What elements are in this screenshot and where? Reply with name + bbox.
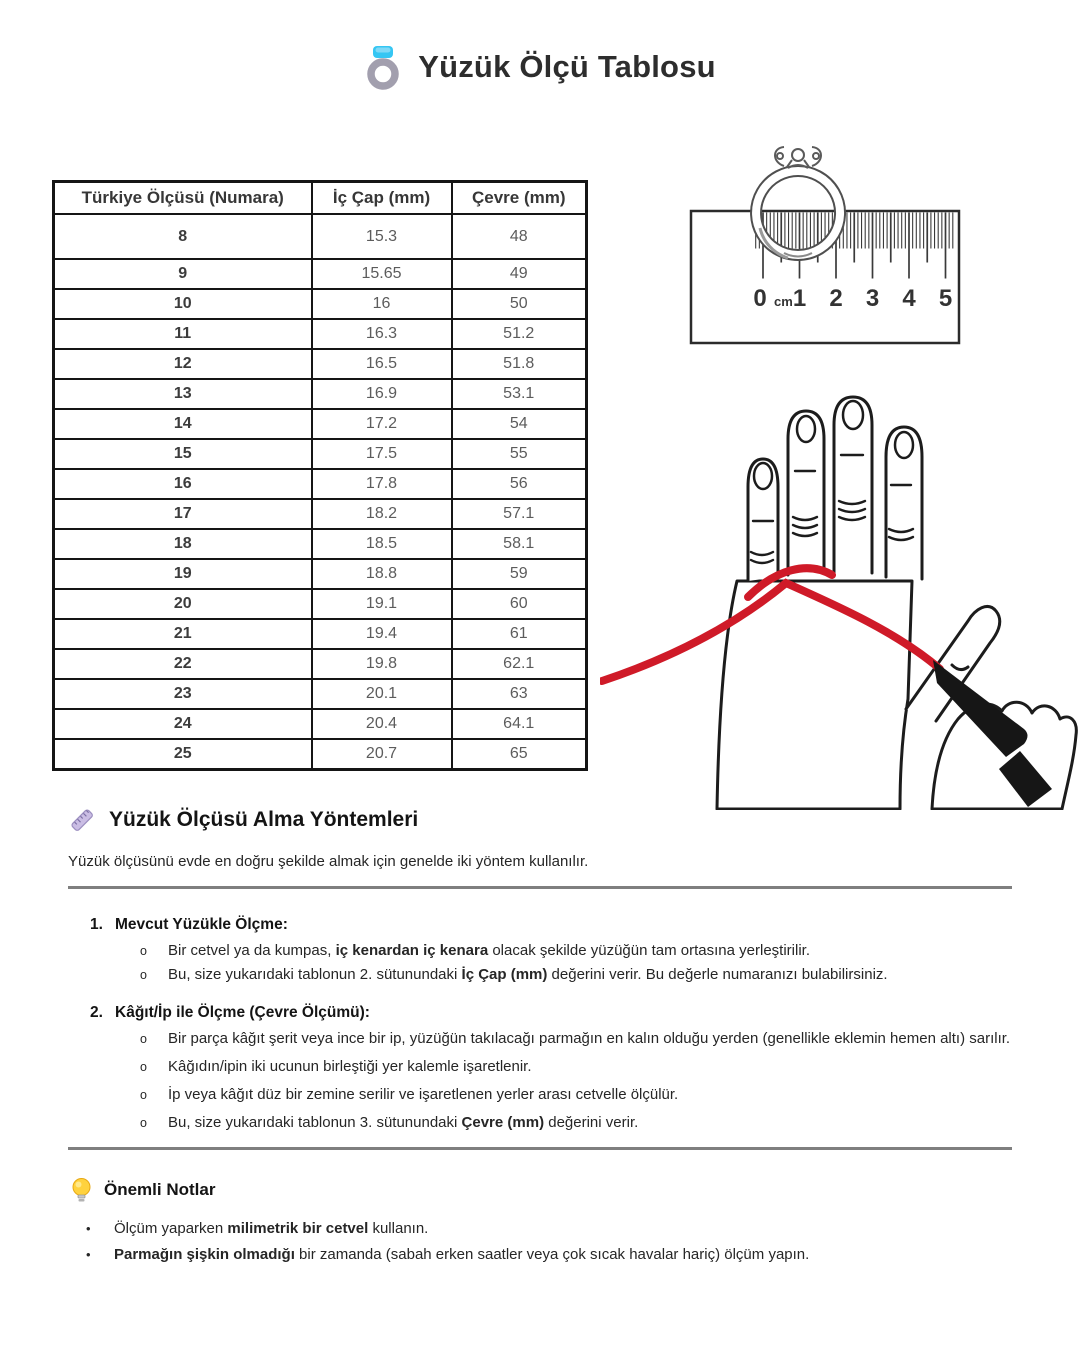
header-ic-cap: İç Çap (mm) bbox=[312, 182, 452, 215]
size-number-cell: 24 bbox=[54, 709, 312, 739]
note-item: • Ölçüm yaparken milimetrik bir cetvel kullanın. bbox=[86, 1216, 986, 1242]
bullet-marker: o bbox=[140, 944, 147, 958]
table-row bbox=[54, 289, 587, 319]
table-row bbox=[54, 709, 587, 739]
value-cell: 16.9 bbox=[312, 379, 452, 409]
size-number-cell: 22 bbox=[54, 649, 312, 679]
size-number-cell: 16 bbox=[54, 469, 312, 499]
value-cell: 15.3 bbox=[312, 214, 452, 259]
value-cell: 48 bbox=[452, 214, 587, 259]
value-cell: 17.8 bbox=[312, 469, 452, 499]
note-item: • Parmağın şişkin olmadığı bir zamanda (sabah erken saatler veya çok sıcak havalar hariç) ölçüm yapın. bbox=[86, 1242, 986, 1268]
value-cell: 19.8 bbox=[312, 649, 452, 679]
value-cell: 51.2 bbox=[452, 319, 587, 349]
size-number-cell: 18 bbox=[54, 529, 312, 559]
value-cell: 17.2 bbox=[312, 409, 452, 439]
table-row bbox=[54, 739, 587, 770]
marking-hand bbox=[932, 660, 1076, 809]
value-cell: 15.65 bbox=[312, 259, 452, 289]
notes-heading: Önemli Notlar bbox=[104, 1180, 216, 1199]
table-row bbox=[54, 559, 587, 589]
value-cell: 49 bbox=[452, 259, 587, 289]
value-cell: 18.2 bbox=[312, 499, 452, 529]
value-cell: 18.8 bbox=[312, 559, 452, 589]
method-bullet: o İp veya kâğıt düz bir zemine serilir ve işaretlenen yerler arası cetvelle ölçülür. bbox=[90, 1084, 1040, 1106]
table-row bbox=[54, 214, 587, 259]
value-cell: 61 bbox=[452, 619, 587, 649]
table-row bbox=[54, 409, 587, 439]
table-row bbox=[54, 529, 587, 559]
value-cell: 19.1 bbox=[312, 589, 452, 619]
size-number-cell: 10 bbox=[54, 289, 312, 319]
value-cell: 20.1 bbox=[312, 679, 452, 709]
table-row bbox=[54, 319, 587, 349]
size-number-cell: 20 bbox=[54, 589, 312, 619]
value-cell: 54 bbox=[452, 409, 587, 439]
table-row bbox=[54, 679, 587, 709]
svg-text:0: 0 bbox=[753, 285, 767, 312]
svg-text:4: 4 bbox=[902, 285, 916, 312]
table-row bbox=[54, 439, 587, 469]
notes-section-header bbox=[70, 1176, 215, 1204]
method-bullet: o Bir cetvel ya da kumpas, iç kenardan iç kenara olacak şekilde yüzüğün tam ortasına yerleştirilir. bbox=[90, 940, 1040, 962]
table-row bbox=[54, 379, 587, 409]
size-number-cell: 25 bbox=[54, 739, 312, 770]
method-bullet: o Bu, size yukarıdaki tablonun 2. sütunundaki İç Çap (mm) değerini verir. Bu değerle numaranızı bulabilirsiniz. bbox=[90, 964, 1040, 986]
value-cell: 18.5 bbox=[312, 529, 452, 559]
method-bullet: o Kâğıdın/ipin iki ucunun birleştiği yer kalemle işaretlenir. bbox=[90, 1056, 1040, 1078]
svg-text:3: 3 bbox=[865, 285, 880, 312]
value-cell: 20.4 bbox=[312, 709, 452, 739]
bullet-marker: • bbox=[86, 1221, 91, 1236]
size-number-cell: 12 bbox=[54, 349, 312, 379]
svg-text:cm: cm bbox=[774, 294, 793, 309]
table-row bbox=[54, 469, 587, 499]
size-number-cell: 8 bbox=[54, 214, 312, 259]
methods-heading: Yüzük Ölçüsü Alma Yöntemleri bbox=[109, 808, 419, 831]
size-number-cell: 23 bbox=[54, 679, 312, 709]
method-item bbox=[90, 1002, 1040, 1134]
methods-list bbox=[90, 914, 1040, 1150]
value-cell: 16.5 bbox=[312, 349, 452, 379]
table-row bbox=[54, 619, 587, 649]
ruler-icon bbox=[68, 806, 96, 834]
method-title: Mevcut Yüzükle Ölçme: bbox=[115, 916, 288, 933]
table-row bbox=[54, 499, 587, 529]
table-row bbox=[54, 259, 587, 289]
size-number-cell: 14 bbox=[54, 409, 312, 439]
ring-icon bbox=[364, 44, 402, 90]
header-cevre: Çevre (mm) bbox=[452, 182, 587, 215]
svg-text:2: 2 bbox=[829, 285, 843, 312]
size-number-cell: 19 bbox=[54, 559, 312, 589]
bullet-marker: o bbox=[140, 1032, 147, 1046]
value-cell: 64.1 bbox=[452, 709, 587, 739]
svg-text:5: 5 bbox=[938, 285, 953, 312]
methods-section-header bbox=[68, 806, 418, 834]
bullet-marker: • bbox=[86, 1247, 91, 1262]
value-cell: 63 bbox=[452, 679, 587, 709]
svg-text:1: 1 bbox=[792, 285, 807, 312]
value-cell: 19.4 bbox=[312, 619, 452, 649]
table-body bbox=[54, 214, 587, 770]
method-bullet: o Bu, size yukarıdaki tablonun 3. sütunundaki Çevre (mm) değerini verir. bbox=[90, 1112, 1040, 1134]
value-cell: 60 bbox=[452, 589, 587, 619]
bullet-marker: o bbox=[140, 1088, 147, 1102]
value-cell: 20.7 bbox=[312, 739, 452, 770]
ring-crown bbox=[775, 147, 821, 168]
header-turkiye-olcusu: Türkiye Ölçüsü (Numara) bbox=[54, 182, 312, 215]
hand-string-figure bbox=[600, 368, 1080, 810]
table-header-row bbox=[54, 182, 587, 215]
size-number-cell: 21 bbox=[54, 619, 312, 649]
method-number: 2. bbox=[90, 1004, 103, 1021]
value-cell: 65 bbox=[452, 739, 587, 770]
value-cell: 53.1 bbox=[452, 379, 587, 409]
size-number-cell: 9 bbox=[54, 259, 312, 289]
methods-intro: Yüzük ölçüsünü evde en doğru şekilde almak için genelde iki yöntem kullanılır. bbox=[68, 853, 589, 870]
value-cell: 50 bbox=[452, 289, 587, 319]
value-cell: 16 bbox=[312, 289, 452, 319]
value-cell: 56 bbox=[452, 469, 587, 499]
bullet-marker: o bbox=[140, 968, 147, 982]
divider bbox=[68, 886, 1012, 889]
value-cell: 17.5 bbox=[312, 439, 452, 469]
page-title: Yüzük Ölçü Tablosu bbox=[418, 49, 716, 84]
value-cell: 59 bbox=[452, 559, 587, 589]
page-title-row bbox=[0, 44, 1080, 90]
table-row bbox=[54, 589, 587, 619]
value-cell: 51.8 bbox=[452, 349, 587, 379]
value-cell: 62.1 bbox=[452, 649, 587, 679]
bullet-marker: o bbox=[140, 1116, 147, 1130]
table-row bbox=[54, 349, 587, 379]
size-number-cell: 17 bbox=[54, 499, 312, 529]
value-cell: 58.1 bbox=[452, 529, 587, 559]
size-number-cell: 15 bbox=[54, 439, 312, 469]
notes-list bbox=[86, 1216, 986, 1268]
lightbulb-icon bbox=[70, 1176, 93, 1204]
method-bullet: o Bir parça kâğıt şerit veya ince bir ip, yüzüğün takılacağı parmağın en kalın olduğu yerden (genellikle eklemin hemen altı) sarılır. bbox=[90, 1028, 1040, 1050]
size-number-cell: 13 bbox=[54, 379, 312, 409]
value-cell: 55 bbox=[452, 439, 587, 469]
method-number: 1. bbox=[90, 916, 103, 933]
divider bbox=[68, 1147, 1012, 1150]
ring-on-ruler-figure bbox=[688, 133, 963, 348]
method-item bbox=[90, 914, 1040, 986]
size-number-cell: 11 bbox=[54, 319, 312, 349]
bullet-marker: o bbox=[140, 1060, 147, 1074]
ring-size-table bbox=[52, 180, 588, 771]
value-cell: 57.1 bbox=[452, 499, 587, 529]
method-title: Kâğıt/İp ile Ölçme (Çevre Ölçümü): bbox=[115, 1004, 370, 1021]
table-row bbox=[54, 649, 587, 679]
value-cell: 16.3 bbox=[312, 319, 452, 349]
